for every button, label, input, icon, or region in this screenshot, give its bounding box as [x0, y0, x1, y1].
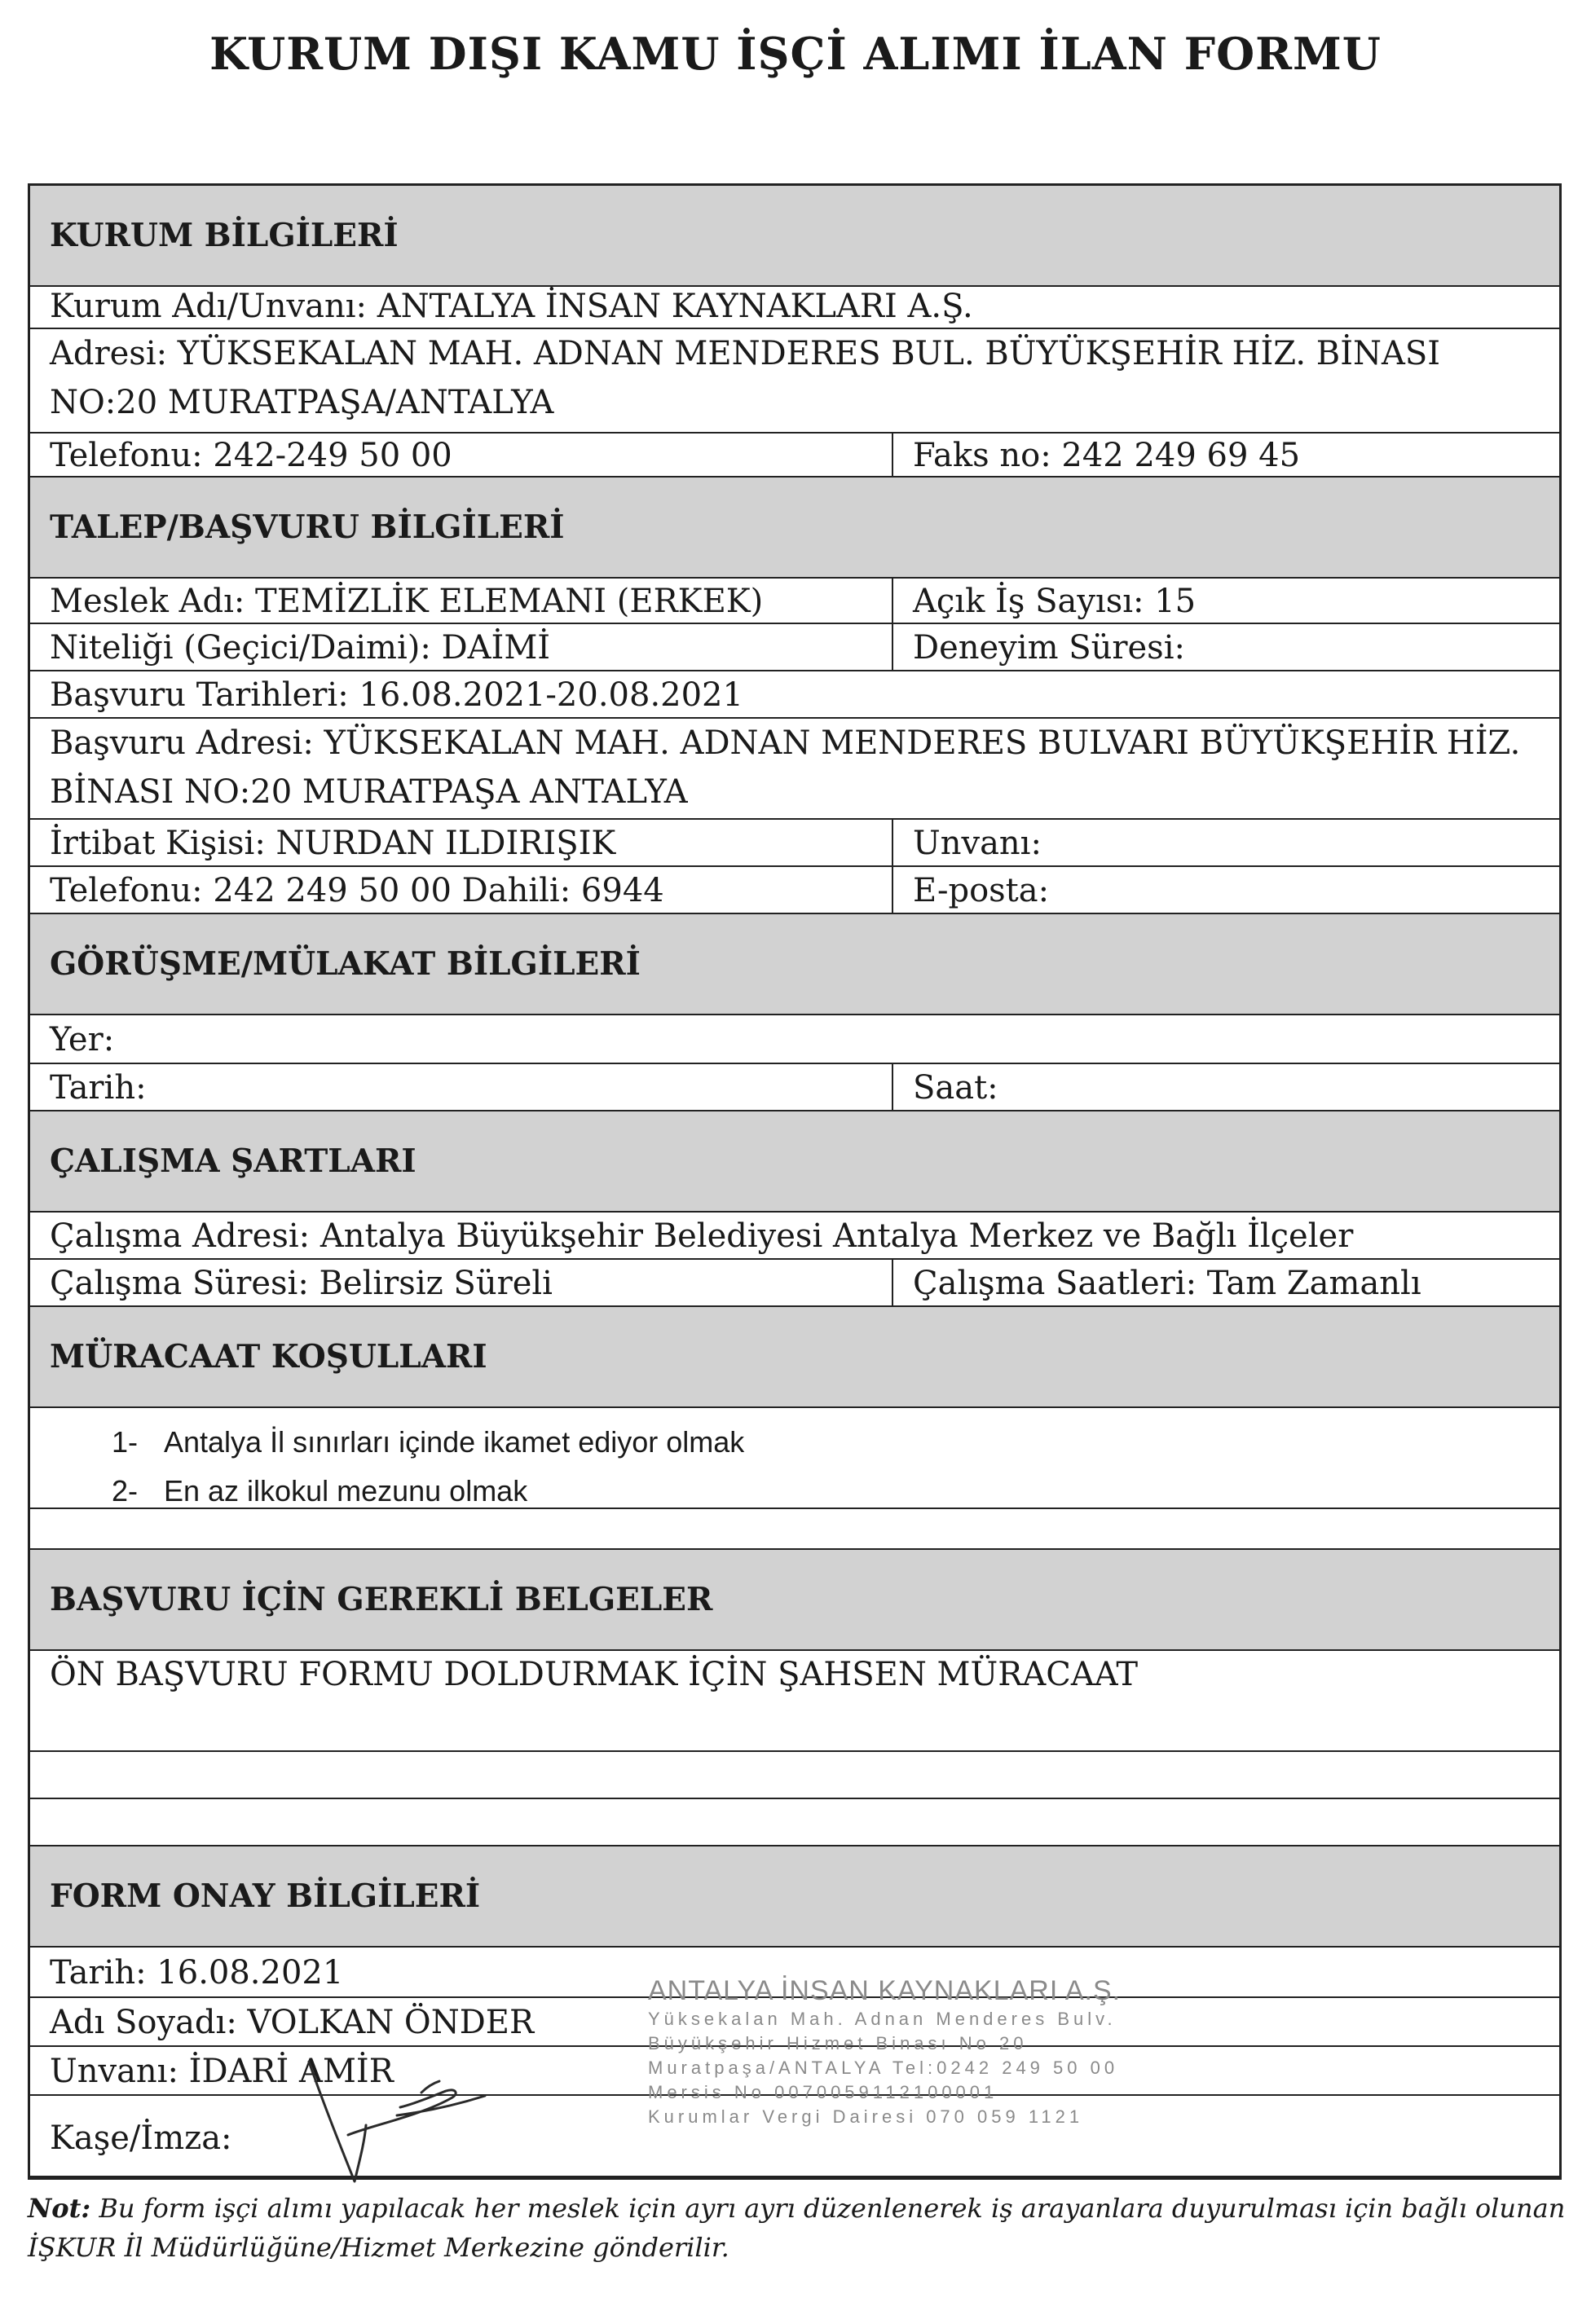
talep-adres-line1: Başvuru Adresi: YÜKSEKALAN MAH. ADNAN MENDERES BULVARI BÜYÜKŞEHİR HİZ.	[50, 724, 1521, 762]
note-label: Not:	[28, 2193, 91, 2224]
muracaat-item-text: Antalya İl sınırları içinde ikamet ediyor olmak	[164, 1425, 745, 1459]
talep-telefon: Telefonu: 242 249 50 00 Dahili: 6944	[30, 867, 893, 913]
kurum-contact-row	[30, 434, 1559, 478]
talep-meslek: Meslek Adı: TEMİZLİK ELEMANI (ERKEK)	[30, 579, 893, 623]
kurum-name: Kurum Adı/Unvanı: ANTALYA İNSAN KAYNAKLARI A.Ş.	[50, 288, 973, 325]
gorusme-tarih-row	[30, 1064, 1559, 1111]
onay-kase: Kaşe/İmza:	[50, 2119, 232, 2157]
stamp-line4: Muratpaşa/ANTALYA Tel:0242 249 50 00	[648, 2058, 1119, 2078]
company-stamp	[648, 1975, 1202, 2129]
belgeler-row	[30, 1651, 1559, 1752]
belgeler-blank-row-1	[30, 1752, 1559, 1799]
muracaat-item	[112, 1467, 1559, 1516]
muracaat-list	[30, 1408, 1559, 1509]
kurum-address-row	[30, 329, 1559, 434]
talep-meslek-row	[30, 579, 1559, 624]
talep-unvan: Unvanı:	[913, 825, 1042, 862]
section-header-calisma: ÇALIŞMA ŞARTLARI	[30, 1111, 1559, 1213]
calisma-sure: Çalışma Süresi: Belirsiz Süreli	[30, 1260, 893, 1305]
gorusme-saat: Saat:	[913, 1069, 998, 1107]
talep-nitelik-row	[30, 624, 1559, 671]
talep-irtibat-row	[30, 820, 1559, 867]
talep-adres-line2: BİNASI NO:20 MURATPAŞA ANTALYA	[50, 773, 688, 811]
gorusme-yer: Yer:	[50, 1021, 115, 1059]
muracaat-item-number: 1-	[112, 1425, 139, 1459]
announcement-form	[28, 183, 1562, 2180]
belgeler-text: ÖN BAŞVURU FORMU DOLDURMAK İÇİN ŞAHSEN MÜRACAAT	[50, 1656, 1139, 1693]
gorusme-tarih: Tarih:	[30, 1064, 893, 1110]
muracaat-item-text: En az ilkokul mezunu olmak	[164, 1474, 528, 1508]
kurum-address-line1: Adresi: YÜKSEKALAN MAH. ADNAN MENDERES BUL. BÜYÜKŞEHİR HİZ. BİNASI	[50, 335, 1441, 372]
kurum-address-line2: NO:20 MURATPAŞA/ANTALYA	[50, 384, 554, 421]
talep-deneyim: Deneyim Süresi:	[913, 629, 1185, 667]
onay-unvan: Unvanı: İDARİ AMİR	[50, 2053, 394, 2090]
form-title: KURUM DIŞI KAMU İŞÇİ ALIMI İLAN FORMU	[209, 28, 1382, 80]
section-header-kurum: KURUM BİLGİLERİ	[30, 186, 1559, 287]
onay-adi: Adı Soyadı: VOLKAN ÖNDER	[50, 2004, 535, 2041]
kurum-phone: Telefonu: 242-249 50 00	[30, 434, 893, 476]
section-header-belgeler: BAŞVURU İÇİN GEREKLİ BELGELER	[30, 1550, 1559, 1651]
talep-eposta: E-posta:	[913, 872, 1050, 909]
kurum-name-row	[30, 287, 1559, 329]
section-header-talep: TALEP/BAŞVURU BİLGİLERİ	[30, 478, 1559, 579]
talep-telefon-row	[30, 867, 1559, 914]
talep-irtibat: İrtibat Kişisi: NURDAN ILDIRIŞIK	[30, 820, 893, 865]
talep-tarihler: Başvuru Tarihleri: 16.08.2021-20.08.2021	[50, 676, 743, 714]
calisma-sure-row	[30, 1260, 1559, 1307]
kurum-fax: Faks no: 242 249 69 45	[913, 437, 1301, 474]
talep-adres-row	[30, 719, 1559, 820]
calisma-adres-row	[30, 1213, 1559, 1260]
talep-nitelik: Niteliği (Geçici/Daimi): DAİMİ	[30, 624, 893, 670]
section-header-muracaat: MÜRACAAT KOŞULLARI	[30, 1307, 1559, 1408]
talep-tarihler-row	[30, 671, 1559, 719]
section-header-gorusme: GÖRÜŞME/MÜLAKAT BİLGİLERİ	[30, 914, 1559, 1015]
footer-note	[28, 2189, 1568, 2267]
note-text: Bu form işçi alımı yapılacak her meslek için ayrı ayrı düzenlenerek iş arayanlara duyurulması için bağlı olunan İŞKUR İl Müdürlüğüne/Hizmet Merkezine gönderilir.	[28, 2193, 1566, 2263]
stamp-line2: Yüksekalan Mah. Adnan Menderes Bulv.	[648, 2009, 1117, 2029]
stamp-line6: Kurumlar Vergi Dairesi 070 059 1121	[648, 2106, 1084, 2127]
stamp-line5: Mersis No 0070059112100001	[648, 2082, 998, 2102]
section-header-onay: FORM ONAY BİLGİLERİ	[30, 1846, 1559, 1948]
onay-tarih: Tarih: 16.08.2021	[50, 1954, 344, 1992]
stamp-line3: Büyükşehir Hizmet Binası No 20	[648, 2033, 1028, 2053]
stamp-line1: ANTALYA İNSAN KAYNAKLARI A.Ş.	[648, 1975, 1122, 2006]
muracaat-item-number: 2-	[112, 1474, 139, 1508]
calisma-adres: Çalışma Adresi: Antalya Büyükşehir Belediyesi Antalya Merkez ve Bağlı İlçeler	[50, 1217, 1354, 1255]
belgeler-blank-row-2	[30, 1799, 1559, 1846]
calisma-saatler: Çalışma Saatleri: Tam Zamanlı	[913, 1265, 1421, 1302]
muracaat-item	[112, 1418, 1559, 1467]
gorusme-yer-row	[30, 1015, 1559, 1064]
signature-mark	[299, 2047, 511, 2185]
talep-acik-is: Açık İş Sayısı: 15	[913, 583, 1197, 620]
